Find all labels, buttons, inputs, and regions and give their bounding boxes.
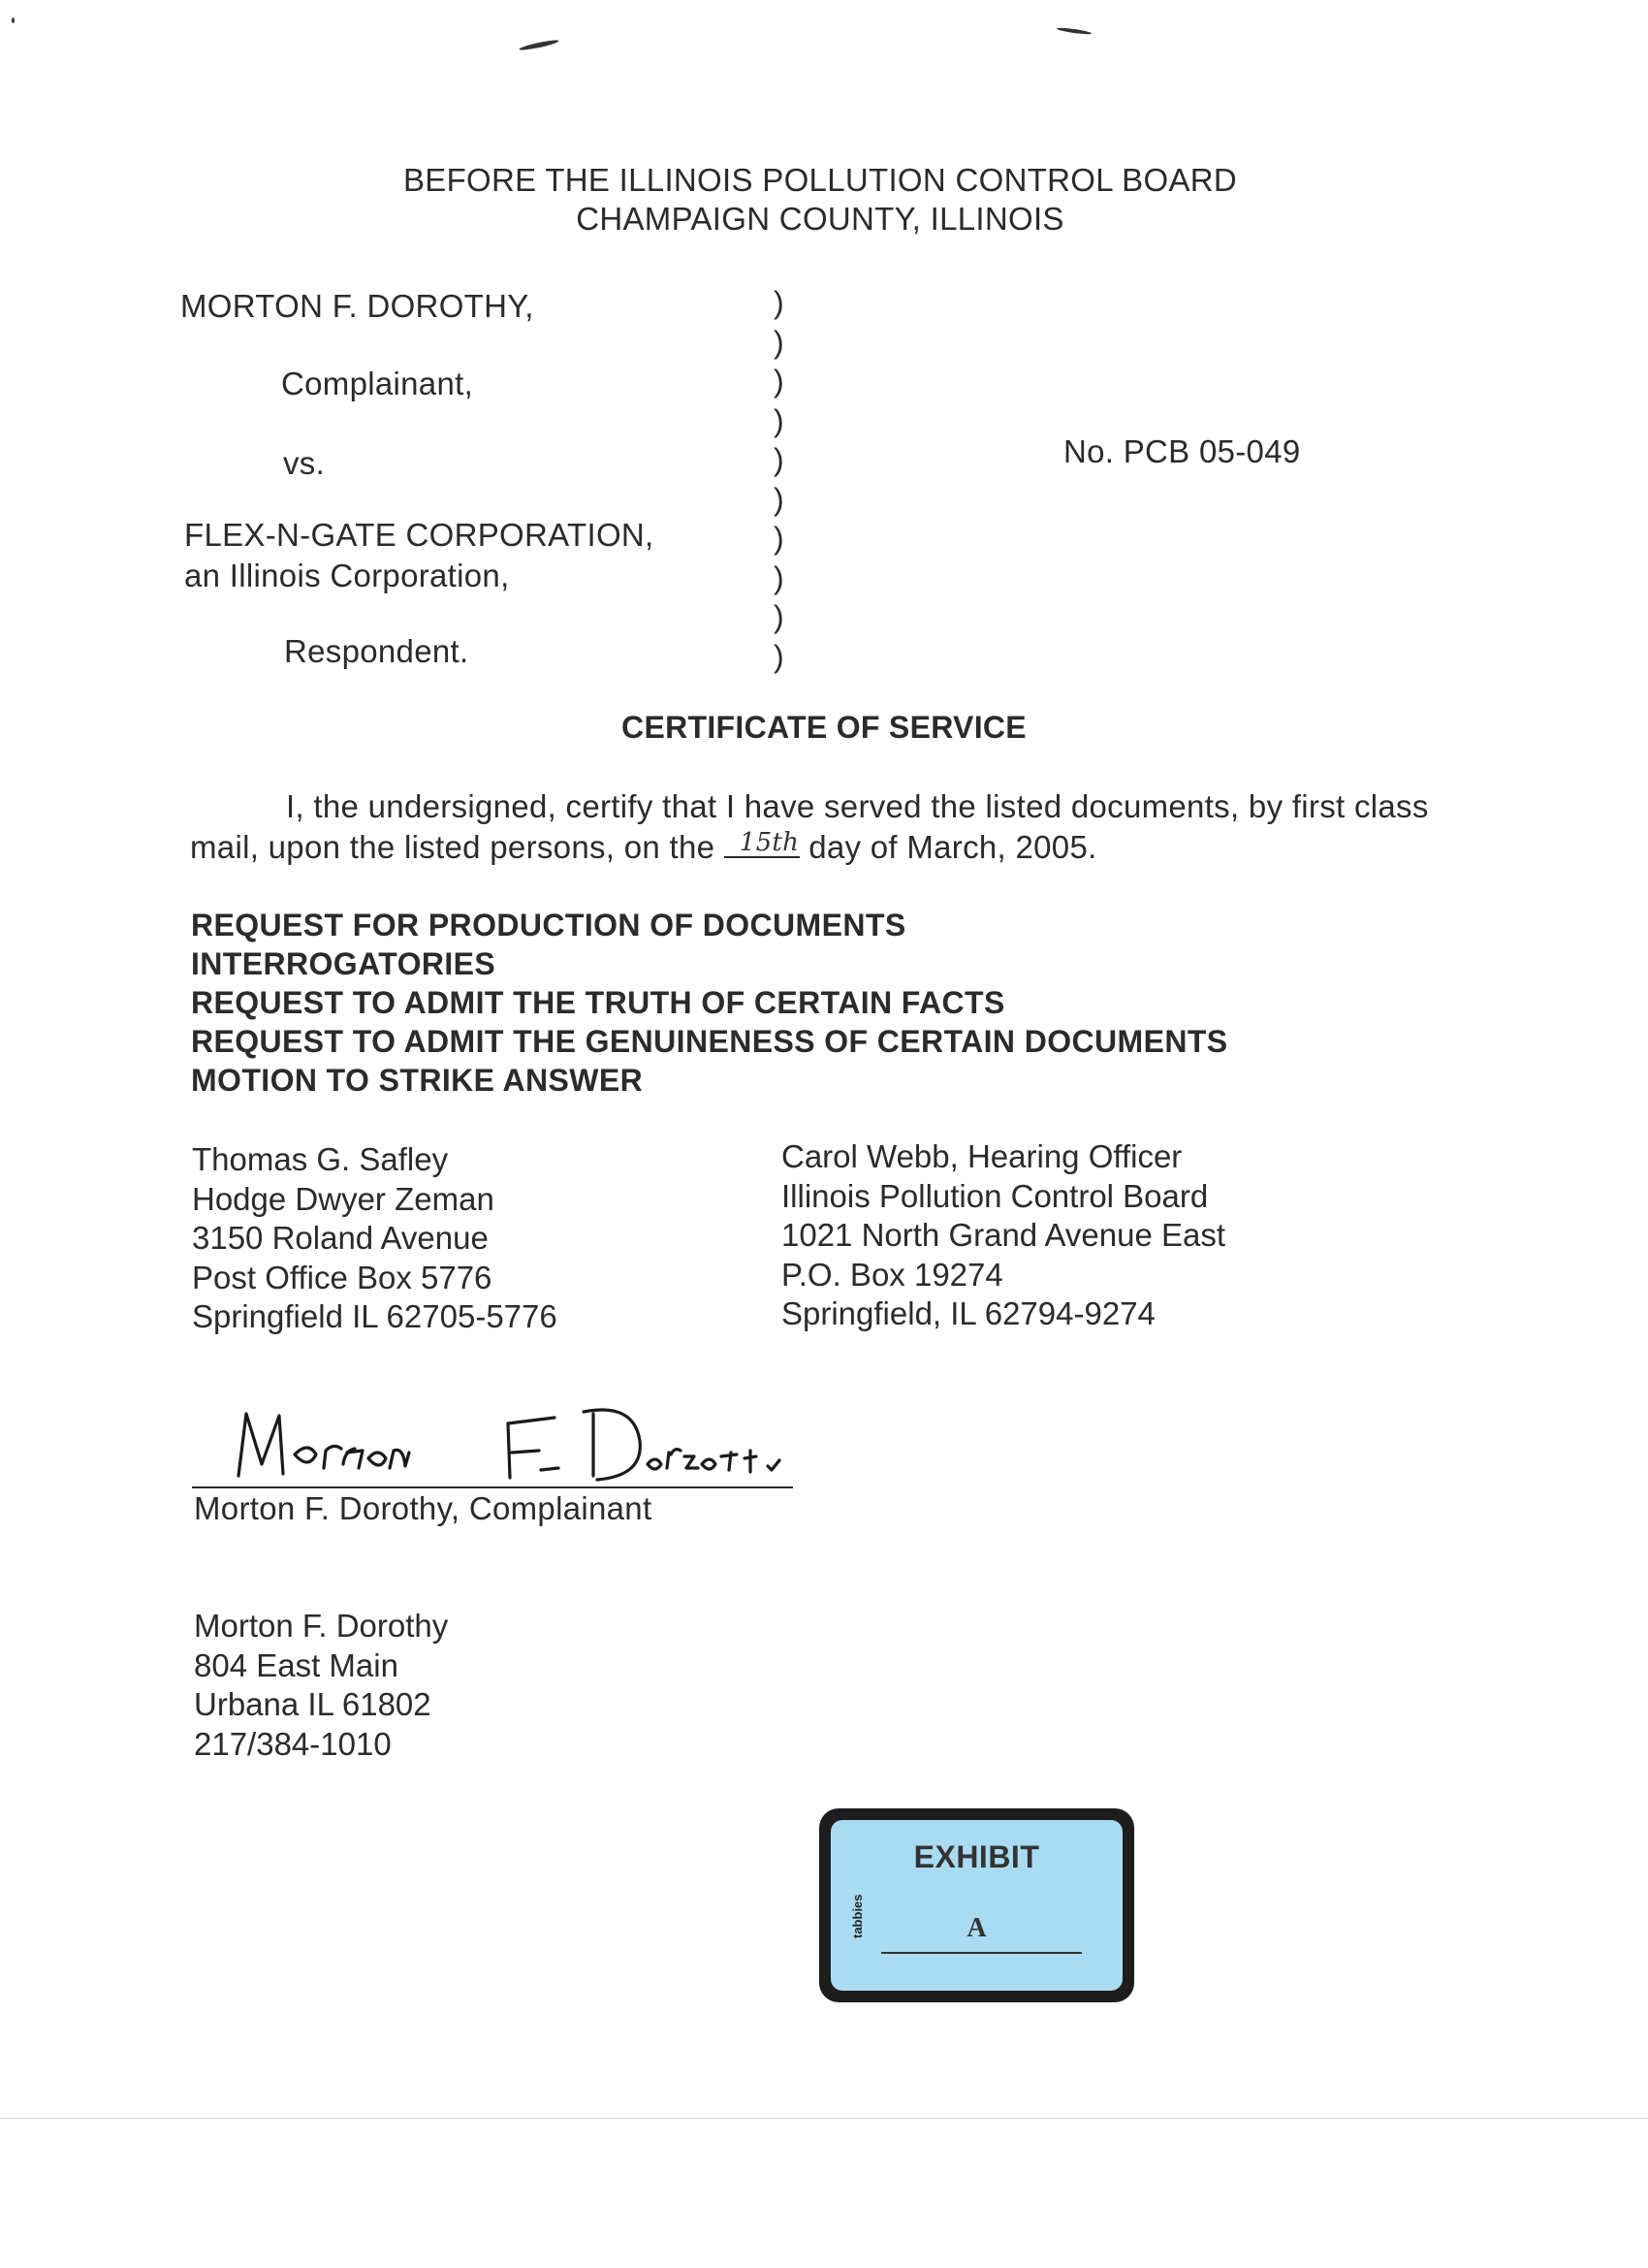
address-line: Springfield, IL 62794-9274 xyxy=(781,1295,1156,1331)
paren: ) xyxy=(774,285,784,320)
document-item: REQUEST TO ADMIT THE GENUINENESS OF CERTAIN DOCUMENTS xyxy=(191,1024,1228,1059)
paren: ) xyxy=(774,324,784,360)
body-line2-start: mail, upon the listed persons, on the xyxy=(190,829,715,865)
exhibit-sticker-face xyxy=(831,1820,1123,1991)
paren: ) xyxy=(774,481,784,517)
address-line: 1021 North Grand Avenue East xyxy=(781,1217,1226,1253)
court-heading-line2: CHAMPAIGN COUNTY, ILLINOIS xyxy=(576,201,1064,237)
versus-label: vs. xyxy=(283,445,326,481)
document-item: INTERROGATORIES xyxy=(191,946,496,981)
body-line2-end: day of March, 2005. xyxy=(808,829,1097,865)
court-heading xyxy=(0,161,1648,239)
address-line: 3150 Roland Avenue xyxy=(192,1220,489,1256)
handwritten-day: 15th xyxy=(739,828,800,857)
paren: ) xyxy=(774,559,784,595)
scan-mark xyxy=(1057,27,1092,36)
documents-list xyxy=(191,906,1228,1100)
day-blank xyxy=(724,827,800,858)
scan-edge-line xyxy=(0,2118,1648,2119)
address-line: P.O. Box 19274 xyxy=(781,1256,1003,1293)
document-item: REQUEST FOR PRODUCTION OF DOCUMENTS xyxy=(191,908,906,942)
paren: ) xyxy=(774,402,784,438)
certificate-title: CERTIFICATE OF SERVICE xyxy=(621,710,1027,745)
address-line: Urbana IL 61802 xyxy=(194,1686,431,1722)
signature-caption: Morton F. Dorothy, Complainant xyxy=(194,1490,652,1526)
court-heading-line1: BEFORE THE ILLINOIS POLLUTION CONTROL BOARD xyxy=(402,162,1238,198)
address-line: Post Office Box 5776 xyxy=(192,1259,492,1295)
complainant-role: Complainant, xyxy=(281,366,474,401)
document-item: MOTION TO STRIKE ANSWER xyxy=(191,1063,644,1098)
recipient-right xyxy=(781,1137,1225,1334)
address-line: Morton F. Dorothy xyxy=(194,1608,449,1644)
respondent-role: Respondent. xyxy=(284,633,469,669)
address-line: Springfield IL 62705-5776 xyxy=(192,1298,557,1334)
respondent-description: an Illinois Corporation, xyxy=(184,558,510,593)
paren: ) xyxy=(774,521,784,556)
address-line: Hodge Dwyer Zeman xyxy=(192,1180,494,1217)
address-line: Thomas G. Safley xyxy=(192,1141,449,1177)
address-line: Illinois Pollution Control Board xyxy=(781,1177,1209,1214)
exhibit-title: EXHIBIT xyxy=(913,1839,1040,1874)
exhibit-blank-line xyxy=(881,1952,1082,1954)
address-line: 804 East Main xyxy=(194,1646,398,1683)
paren: ) xyxy=(774,599,784,634)
paren: ) xyxy=(774,442,784,477)
certificate-body-line2 xyxy=(190,827,1097,867)
scan-mark xyxy=(519,39,559,52)
document-item: REQUEST TO ADMIT THE TRUTH OF CERTAIN FACTS xyxy=(191,985,1005,1020)
respondent-name: FLEX-N-GATE CORPORATION, xyxy=(184,517,654,553)
address-line: Carol Webb, Hearing Officer xyxy=(781,1138,1183,1174)
exhibit-brand: tabbies xyxy=(850,1894,865,1938)
paren: ) xyxy=(774,638,784,674)
paren: ) xyxy=(774,364,784,399)
caption-parentheses xyxy=(774,283,793,676)
exhibit-sticker xyxy=(819,1808,1134,2002)
recipient-left xyxy=(192,1140,557,1337)
sender-address xyxy=(194,1607,448,1764)
complainant-name: MORTON F. DOROTHY, xyxy=(180,288,534,324)
case-number: No. PCB 05-049 xyxy=(1063,433,1301,469)
certificate-body-line1: I, the undersigned, certify that I have served the listed documents, by first class xyxy=(286,788,1429,824)
signature-line xyxy=(192,1486,793,1488)
address-line: 217/384-1010 xyxy=(194,1725,392,1762)
scan-mark xyxy=(12,17,15,23)
exhibit-letter: A xyxy=(967,1913,987,1943)
